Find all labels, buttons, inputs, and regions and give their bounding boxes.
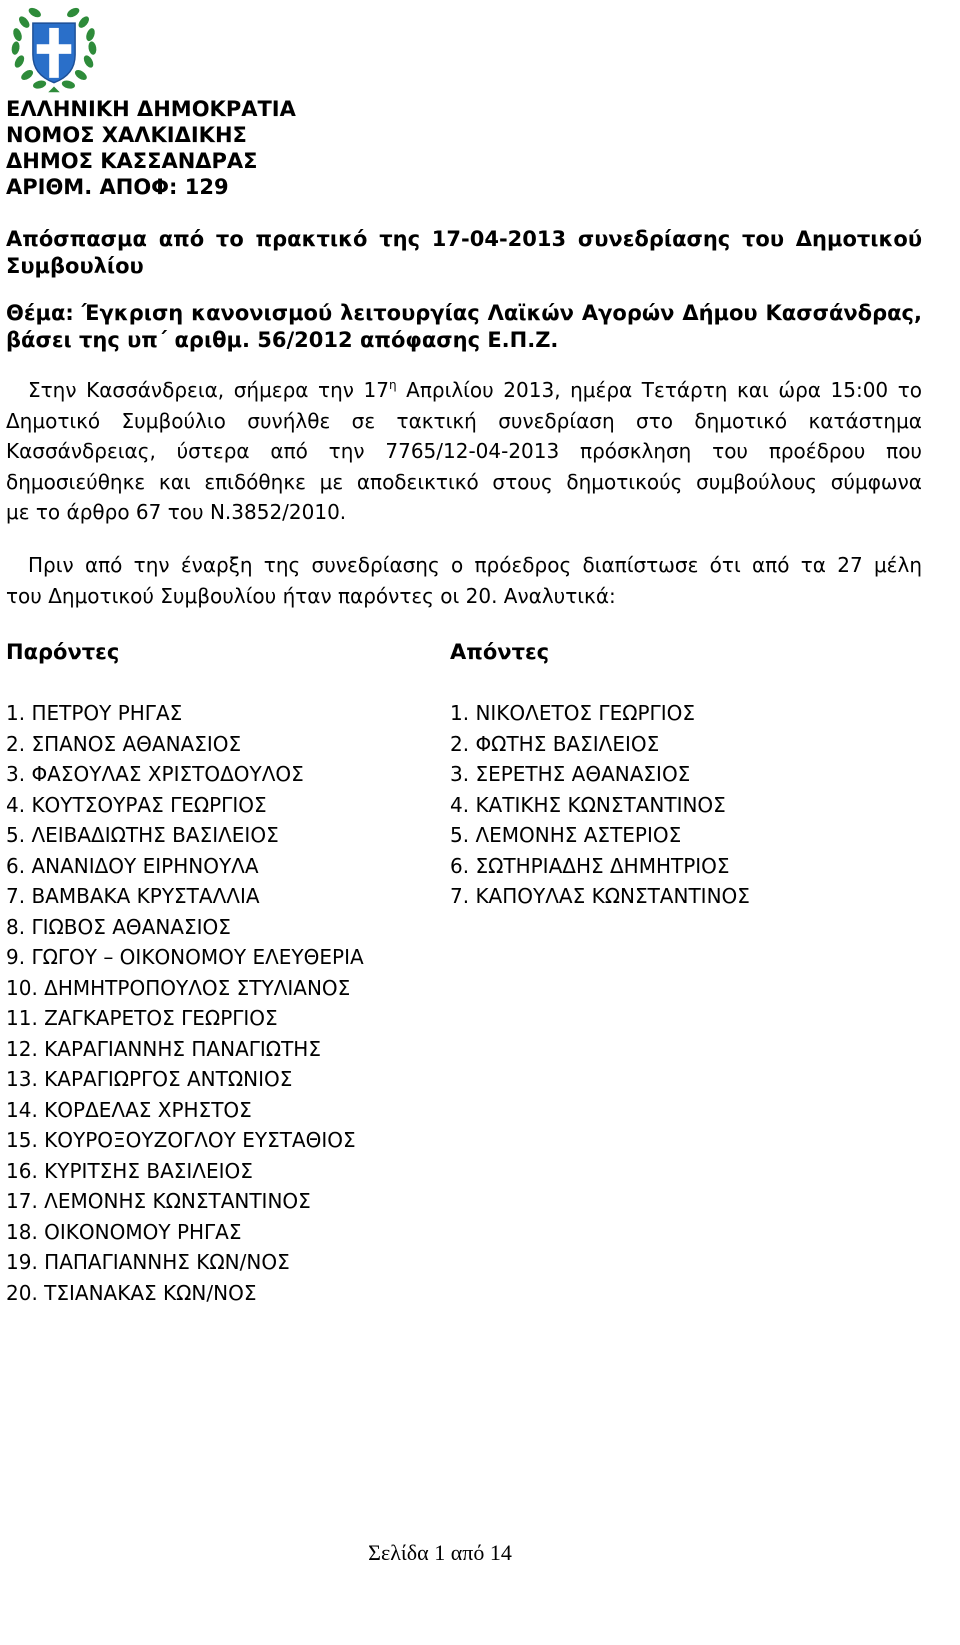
quorum-paragraph [6, 550, 922, 611]
absent-member: 2. ΦΩΤΗΣ ΒΑΣΙΛΕΙΟΣ [450, 731, 660, 756]
intro-paragraph [6, 375, 922, 528]
quorum-line-1: Πριν από την έναρξη της συνεδρίασης ο πρόεδρος διαπίστωσε ότι από τα 27 μέλη [28, 553, 922, 577]
absent-member: 6. ΣΩΤΗΡΙΑΔΗΣ ΔΗΜΗΤΡΙΟΣ [450, 853, 730, 878]
present-member: 9. ΓΩΓΟΥ – ΟΙΚΟΝΟΜΟΥ ΕΛΕΥΘΕΡΙΑ [6, 945, 364, 969]
intro-line-2: Δημοτικό Συμβούλιο συνήλθε σε τακτική συνεδρίαση στο δημοτικό κατάστημα [6, 408, 922, 433]
present-member: 20. ΤΣΙΑΝΑΚΑΣ ΚΩΝ/ΝΟΣ [6, 1280, 257, 1305]
intro-line-3: Κασσάνδρειας, ύστερα από την 7765/12-04-2013 πρόσκληση του προέδρου που [6, 439, 922, 463]
present-member: 11. ΖΑΓΚΑΡΕΤΟΣ ΓΕΩΡΓΙΟΣ [6, 1006, 278, 1030]
absent-member: 5. ΛΕΜΟΝΗΣ ΑΣΤΕΡΙΟΣ [450, 823, 682, 847]
present-member: 13. ΚΑΡΑΓΙΩΡΓΟΣ ΑΝΤΩΝΙΟΣ [6, 1067, 293, 1091]
present-member: 8. ΓΙΩΒΟΣ ΑΘΑΝΑΣΙΟΣ [6, 914, 231, 939]
greek-coat-of-arms-icon [6, 2, 102, 98]
present-list [6, 698, 364, 1308]
present-member: 7. ΒΑΜΒΑΚΑ ΚΡΥΣΤΑΛΛΙΑ [6, 884, 260, 908]
present-member: 19. ΠΑΠΑΓΙΑΝΝΗΣ ΚΩΝ/ΝΟΣ [6, 1250, 290, 1274]
excerpt-line-1: Απόσπασμα από το πρακτικό της 17-04-2013 συνεδρίασης του Δημοτικού [6, 227, 922, 251]
header-prefecture: ΝΟΜΟΣ ΧΑΛΚΙΔΙΚΗΣ [6, 123, 247, 147]
absent-member: 1. ΝΙΚΟΛΕΤΟΣ ΓΕΩΡΓΙΟΣ [450, 701, 695, 725]
present-member: 4. ΚΟΥΤΣΟΥΡΑΣ ΓΕΩΡΓΙΟΣ [6, 792, 267, 817]
present-member: 17. ΛΕΜΟΝΗΣ ΚΩΝΣΤΑΝΤΙΝΟΣ [6, 1189, 311, 1213]
intro-line-1-end: Απριλίου 2013, ημέρα Τετάρτη και ώρα 15:00 το [396, 378, 923, 402]
ordinal-superscript: η [388, 378, 397, 392]
present-member: 16. ΚΥΡΙΤΣΗΣ ΒΑΣΙΛΕΙΟΣ [6, 1158, 253, 1183]
intro-line-4: δημοσιεύθηκε και επιδόθηκε με αποδεικτικό στους δημοτικούς συμβούλους σύμφωνα [6, 469, 922, 494]
absent-member: 4. ΚΑΤΙΚΗΣ ΚΩΝΣΤΑΝΤΙΝΟΣ [450, 792, 726, 817]
absent-list [450, 698, 750, 912]
decision-number: ΑΡΙΘΜ. ΑΠΟΦ: 129 [6, 175, 229, 199]
present-heading: Παρόντες [6, 640, 120, 664]
intro-line-1-start: Στην Κασσάνδρεια, σήμερα την 17 [28, 378, 389, 402]
subject-title [6, 300, 922, 354]
present-member: 18. ΟΙΚΟΝΟΜΟΥ ΡΗΓΑΣ [6, 1219, 242, 1244]
present-member: 5. ΛΕΙΒΑΔΙΩΤΗΣ ΒΑΣΙΛΕΙΟΣ [6, 823, 279, 847]
present-member: 15. ΚΟΥΡΟΞΟΥΖΟΓΛΟΥ ΕΥΣΤΑΘΙΟΣ [6, 1128, 356, 1152]
present-member: 12. ΚΑΡΑΓΙΑΝΝΗΣ ΠΑΝΑΓΙΩΤΗΣ [6, 1036, 321, 1061]
absent-member: 3. ΣΕΡΕΤΗΣ ΑΘΑΝΑΣΙΟΣ [450, 762, 691, 786]
absent-heading: Απόντες [450, 640, 550, 664]
page-number-footer: Σελίδα 1 από 14 [368, 1540, 512, 1565]
header-municipality: ΔΗΜΟΣ ΚΑΣΣΑΝΔΡΑΣ [6, 149, 258, 173]
present-member: 10. ΔΗΜΗΤΡΟΠΟΥΛΟΣ ΣΤΥΛΙΑΝΟΣ [6, 975, 351, 1000]
excerpt-title [6, 226, 922, 280]
present-member: 2. ΣΠΑΝΟΣ ΑΘΑΝΑΣΙΟΣ [6, 731, 242, 756]
present-member: 6. ΑΝΑΝΙΔΟΥ ΕΙΡΗΝΟΥΛΑ [6, 853, 259, 878]
subject-line-2: βάσει της υπ΄ αριθμ. 56/2012 απόφασης Ε.Π.Ζ. [6, 328, 559, 352]
intro-line-5: με το άρθρο 67 του Ν.3852/2010. [6, 500, 347, 524]
subject-line-1: Θέμα: Έγκριση κανονισμού λειτουργίας Λαϊκών Αγορών Δήμου Κασσάνδρας, [6, 301, 922, 325]
present-member: 14. ΚΟΡΔΕΛΑΣ ΧΡΗΣΤΟΣ [6, 1097, 252, 1122]
absent-member: 7. ΚΑΠΟΥΛΑΣ ΚΩΝΣΤΑΝΤΙΝΟΣ [450, 884, 750, 908]
excerpt-line-2: Συμβουλίου [6, 254, 144, 278]
intro-line-1 [6, 375, 922, 406]
header-country: ΕΛΛΗΝΙΚΗ ΔΗΜΟΚΡΑΤΙΑ [6, 97, 296, 121]
present-member: 3. ΦΑΣΟΥΛΑΣ ΧΡΙΣΤΟΔΟΥΛΟΣ [6, 762, 304, 786]
quorum-line-2: του Δημοτικού Συμβουλίου ήταν παρόντες οι 20. Αναλυτικά: [6, 583, 616, 608]
present-member: 1. ΠΕΤΡΟΥ ΡΗΓΑΣ [6, 701, 183, 725]
